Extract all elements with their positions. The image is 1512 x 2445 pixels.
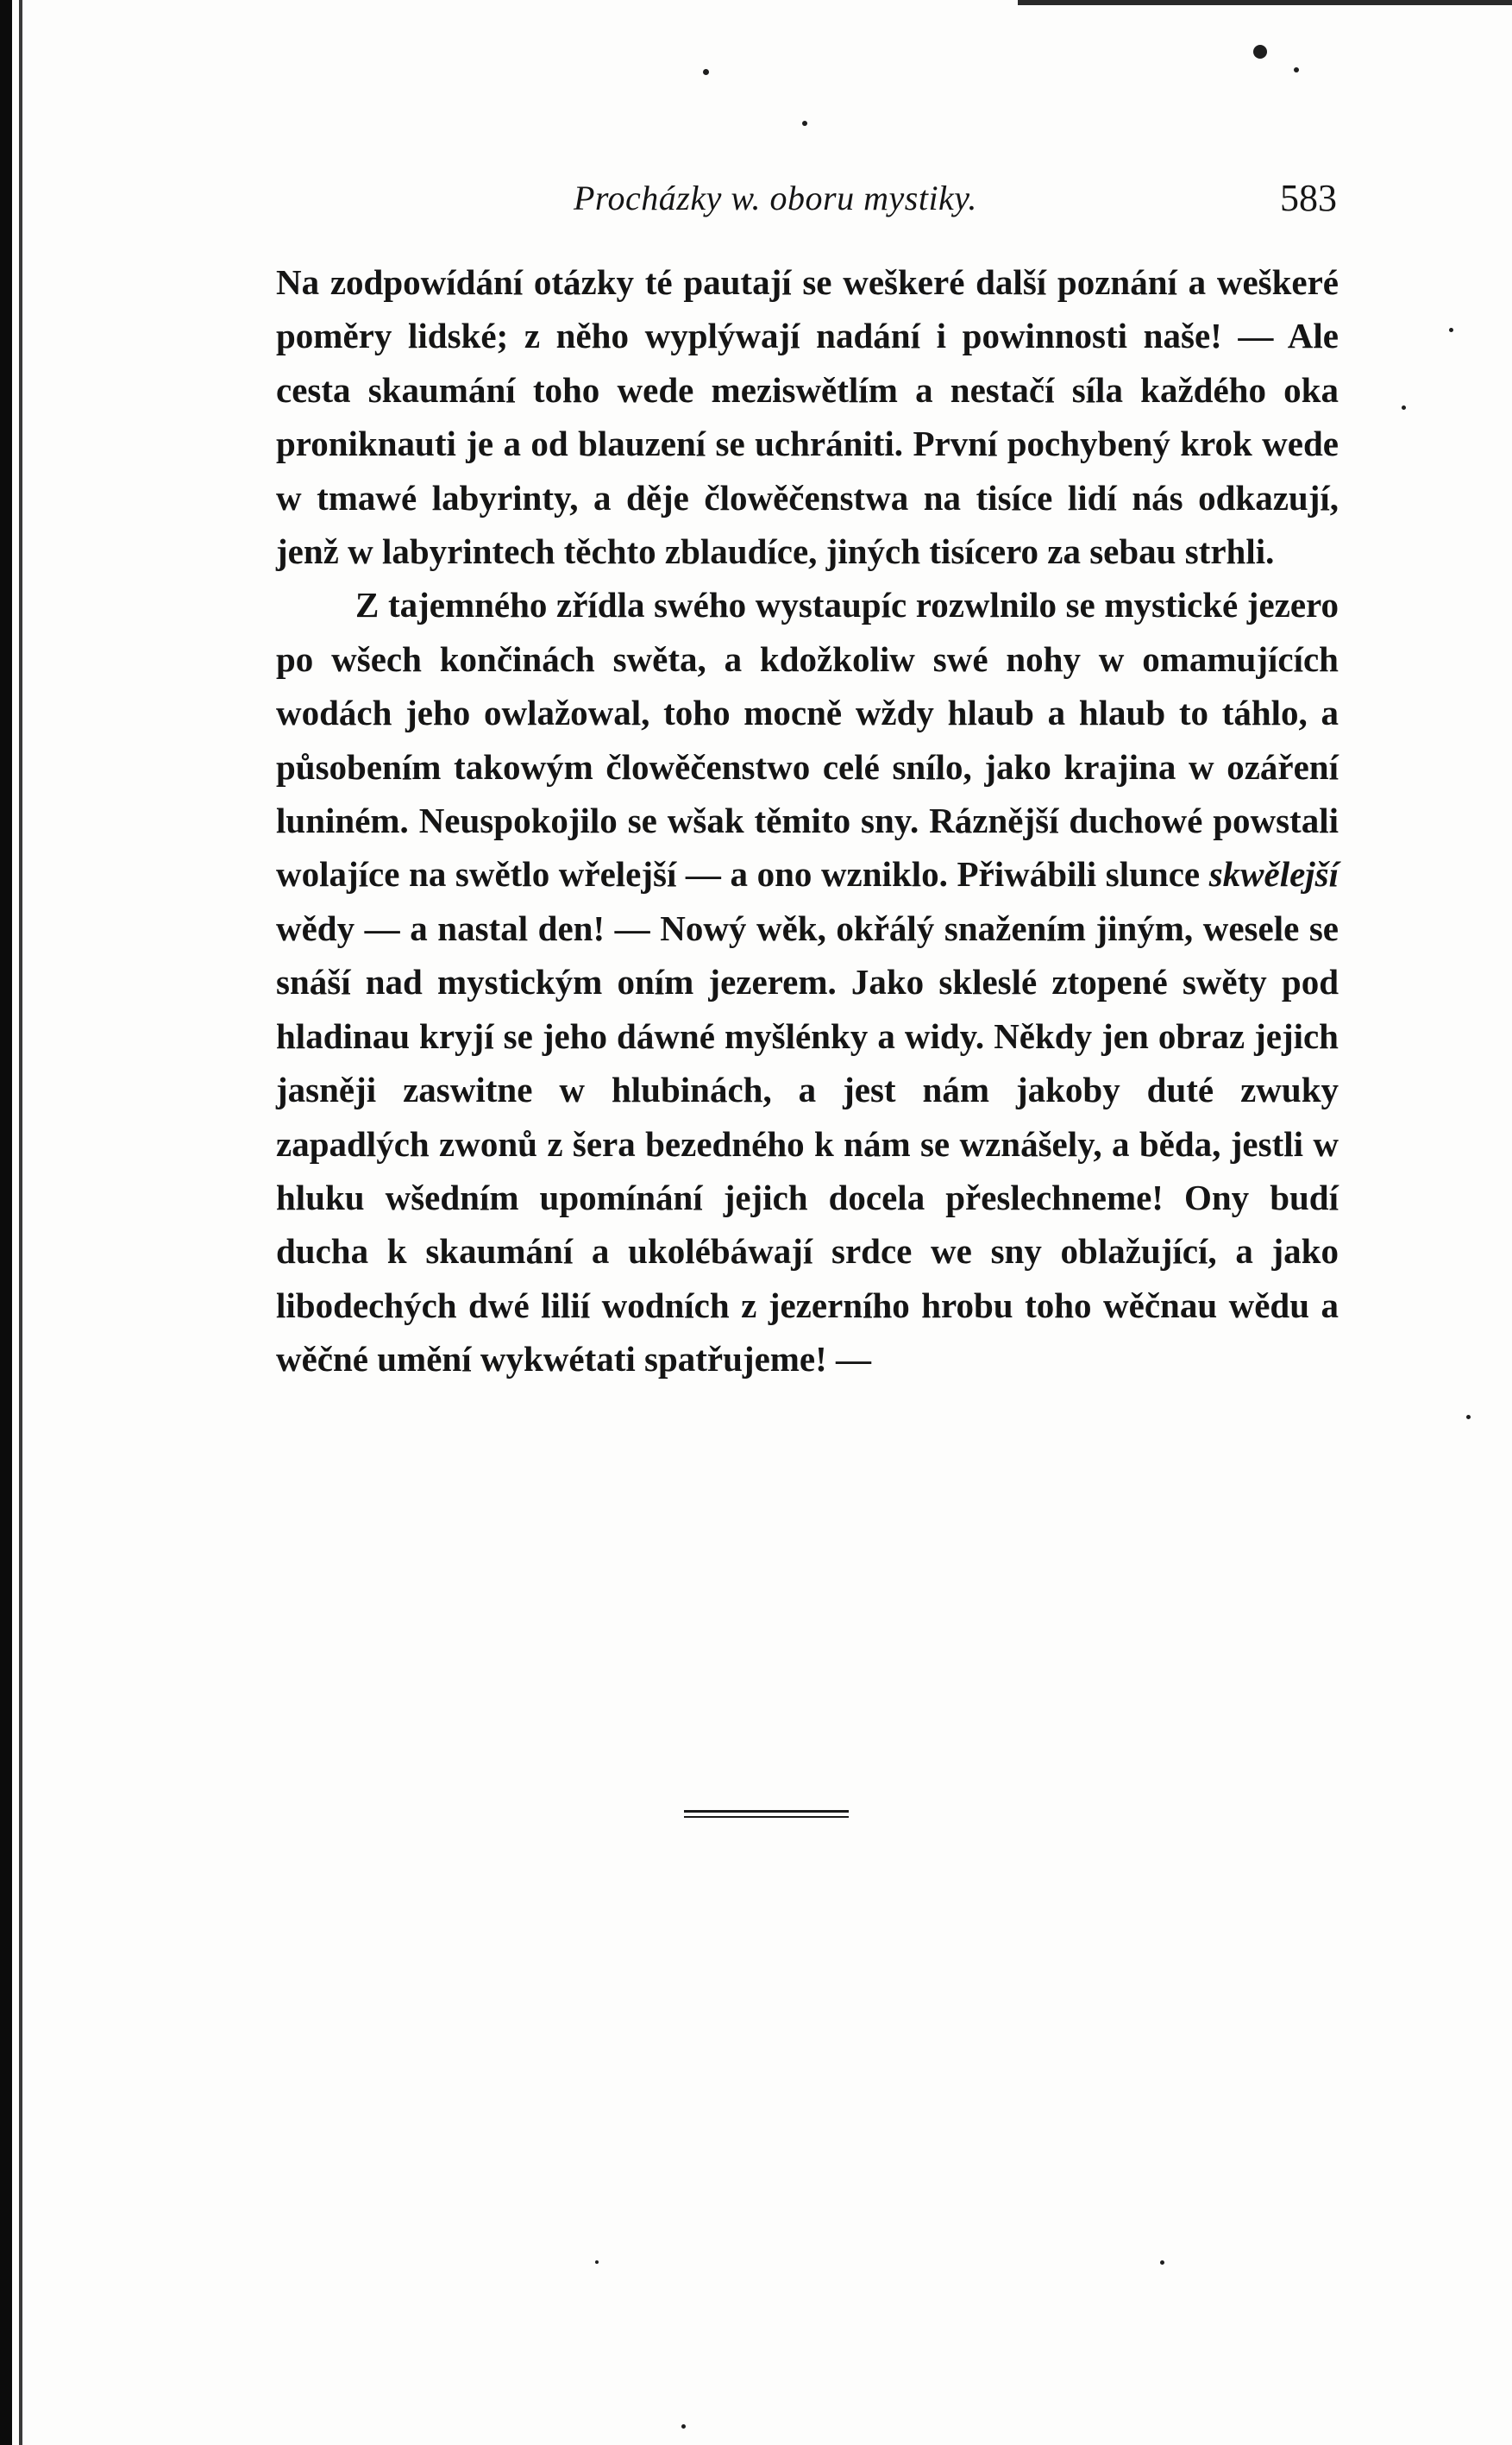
scan-speck — [1466, 1415, 1471, 1419]
scan-speck — [802, 121, 807, 126]
scan-speck — [703, 69, 709, 75]
body-text — [276, 255, 1339, 1386]
scan-speck — [1160, 2260, 1164, 2265]
closing-rule — [684, 1810, 849, 1818]
scan-speck — [1253, 45, 1267, 59]
paragraph-2 — [276, 578, 1339, 1386]
scan-speck — [1402, 405, 1406, 410]
paragraph-2-emphasis: skwělejší — [1208, 854, 1339, 895]
paragraph-2-text-a: Z tajemného zřídla swého wystaupíc rozwlnilo se mystické jezero po wšech končinách swěta, a kdožkoliw swé nohy w omamujících wodách jeho owlažowal, toho mocně wždy hlaub a hlaub to táhlo, a působením takowým člowěčenstwo celé snílo, jako krajina w ozáření luniném. Neuspokojilo se wšak těmito sny. Ráznější duchowé powstali wolajíce na swětlo wřelejší — a ono wzniklo. Přiwábili slunce — [276, 585, 1339, 895]
running-title: Procházky w. oboru mystiky. — [574, 179, 977, 217]
scan-speck — [1449, 328, 1453, 332]
scan-speck — [595, 2260, 599, 2264]
scan-binding-edge-line — [19, 0, 22, 2445]
paragraph-2-text-b: wědy — a nastal den! — Nowý wěk, okřálý snažením jiným, wesele se snáší nad mystickým oním jezerem. Jako skleslé ztopené swěty pod hladinau kryjí se jeho dáwné myšlénky a widy. Někdy jen obraz jejich jasněji zaswitne w hlubinách, a jest nám jakoby duté zwuky zapadlých zwonů z šera bezedného k nám se wznášely, a běda, jestli w hluku wšedním upomínání jejich docela přeslechneme! Ony budí ducha k skaumání a ukolébáwají srdce we sny oblažující, a jako libodechých dwé lilií wodních z jezerního hrobu toho wěčnau wědu a wěčné umění wykwétati spatřujeme! — — [276, 908, 1339, 1380]
scan-binding-edge — [0, 0, 12, 2445]
scan-top-edge — [1018, 0, 1512, 5]
page-number: 583 — [1280, 177, 1337, 219]
scan-speck — [681, 2424, 686, 2429]
page-header — [276, 173, 1337, 224]
scan-speck — [1294, 67, 1299, 72]
paragraph-1: Na zodpowídání otázky té pautají se weškeré další poznání a weškeré poměry lidské; z něho wyplýwají nadání i powinnosti naše! — Ale cesta skaumání toho wede meziswětlím a nestačí síla každého oka proniknauti je a od blauzení se uchrániti. První pochybený krok wede w tmawé labyrinty, a děje člowěčenstwa na tisíce lidí nás odkazují, jenž w labyrintech těchto zblaudíce, jiných tisícero za sebau strhli. — [276, 262, 1339, 572]
